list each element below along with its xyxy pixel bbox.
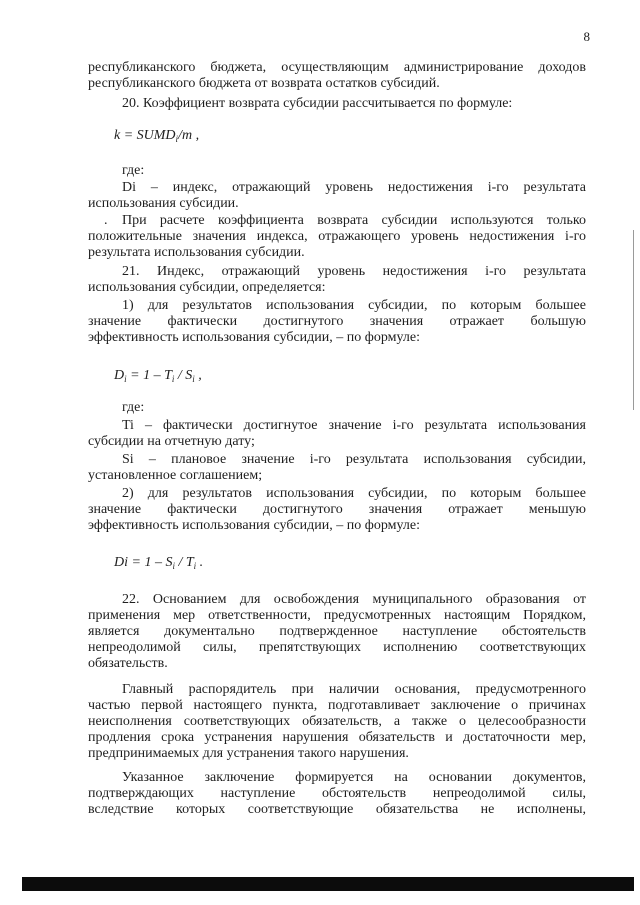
si-definition-line: Si – плановое значение i-го результата использования субсидии, <box>122 452 586 467</box>
conclusion-line: Указанное заключение формируется на основании документов, <box>122 770 586 785</box>
chief-distributor-line: неисполнения соответствующих обязательств, а также о целесообразности <box>88 714 586 729</box>
formula-part: . <box>196 555 204 570</box>
di-definition-line: Di – индекс, отражающий уровень недостижения i-го результата <box>122 180 586 195</box>
formula-k-right: /m , <box>178 128 200 143</box>
paragraph-22-line: обязательств. <box>88 656 168 671</box>
chief-distributor-line: частью первой настоящего пункта, подготавливает заключение о причинах <box>88 698 586 713</box>
formula-part: D <box>114 368 125 383</box>
paragraph-22-line: применения мер ответственности, предусмотренных настоящим Порядком, <box>88 608 586 623</box>
where-label: где: <box>122 163 145 178</box>
chief-distributor-line: Главный распорядитель при наличии основания, предусмотренного <box>122 682 586 697</box>
conclusion-line: подтверждающих наступление обстоятельств непреодолимой силы, <box>88 786 586 801</box>
formula-part: / S <box>174 368 193 383</box>
item-2-line: эффективность использования субсидии, – по формуле: <box>88 518 420 533</box>
stray-dot: . <box>104 213 108 228</box>
paragraph-21-line: использования субсидии, определяется: <box>88 280 326 295</box>
di-definition-line: использования субсидии. <box>88 196 239 211</box>
paragraph-21-line: 21. Индекс, отражающий уровень недостижения i-го результата <box>122 264 586 279</box>
item-1-line: эффективность использования субсидии, – по формуле: <box>88 330 420 345</box>
item-1-line: значение фактически достигнутого значения отражает большую <box>88 314 586 329</box>
item-1-line: 1) для результатов использования субсидии, по которым большее <box>122 298 586 313</box>
item-2-line: 2) для результатов использования субсидии, по которым большее <box>122 486 586 501</box>
paragraph-22-line: 22. Основанием для освобождения муниципального образования от <box>122 592 586 607</box>
formula-sub: i <box>172 561 175 571</box>
formula-k-left: k = SUMD <box>114 128 176 143</box>
formula-sub: i <box>193 561 197 571</box>
formula-part: , <box>194 368 202 383</box>
body-line: республиканского бюджета от возврата остатков субсидий. <box>88 76 440 91</box>
page-number: 8 <box>583 29 590 44</box>
formula-k-sub: i <box>175 134 179 144</box>
formula-sub: i <box>124 374 127 384</box>
paragraph-22-line: непреодолимой силы, препятствующих исполнению соответствующих <box>88 640 586 655</box>
chief-distributor-line: продления срока устранения нарушения обязательств и достаточности мер, <box>88 730 586 745</box>
body-line: республиканского бюджета, осуществляющим администрирование доходов <box>88 60 586 75</box>
where-label: где: <box>122 400 145 415</box>
formula-part: / T <box>174 555 194 570</box>
positive-values-line: При расчете коэффициента возврата субсидии используются только <box>122 213 586 228</box>
conclusion-line: вследствие которых соответствующие обязательства не исполнены, <box>88 802 586 817</box>
paragraph-22-line: является документально подтвержденное наступление обстоятельств <box>88 624 586 639</box>
chief-distributor-line: предпринимаемых для устранения такого нарушения. <box>88 746 409 761</box>
scan-bottom-bar <box>22 877 634 891</box>
formula-di-1 <box>114 368 202 387</box>
formula-k <box>114 128 199 147</box>
scan-edge-line <box>633 230 634 410</box>
ti-definition-line: Ti – фактически достигнутое значение i-го результата использования <box>122 418 586 433</box>
formula-sub: i <box>171 374 175 384</box>
formula-part: = 1 – T <box>126 368 172 383</box>
ti-definition-line: субсидии на отчетную дату; <box>88 434 255 449</box>
positive-values-line: результата использования субсидии. <box>88 245 305 260</box>
si-definition-line: установленное соглашением; <box>88 468 263 483</box>
formula-di-2 <box>114 555 203 574</box>
positive-values-line: положительные значения индекса, отражающего уровень недостижения i-го <box>88 229 586 244</box>
paragraph-20: 20. Коэффициент возврата субсидии рассчитывается по формуле: <box>122 96 513 111</box>
item-2-line: значение фактически достигнутого значения отражает меньшую <box>88 502 586 517</box>
formula-part: Di = 1 – S <box>114 555 173 570</box>
formula-sub: i <box>192 374 195 384</box>
